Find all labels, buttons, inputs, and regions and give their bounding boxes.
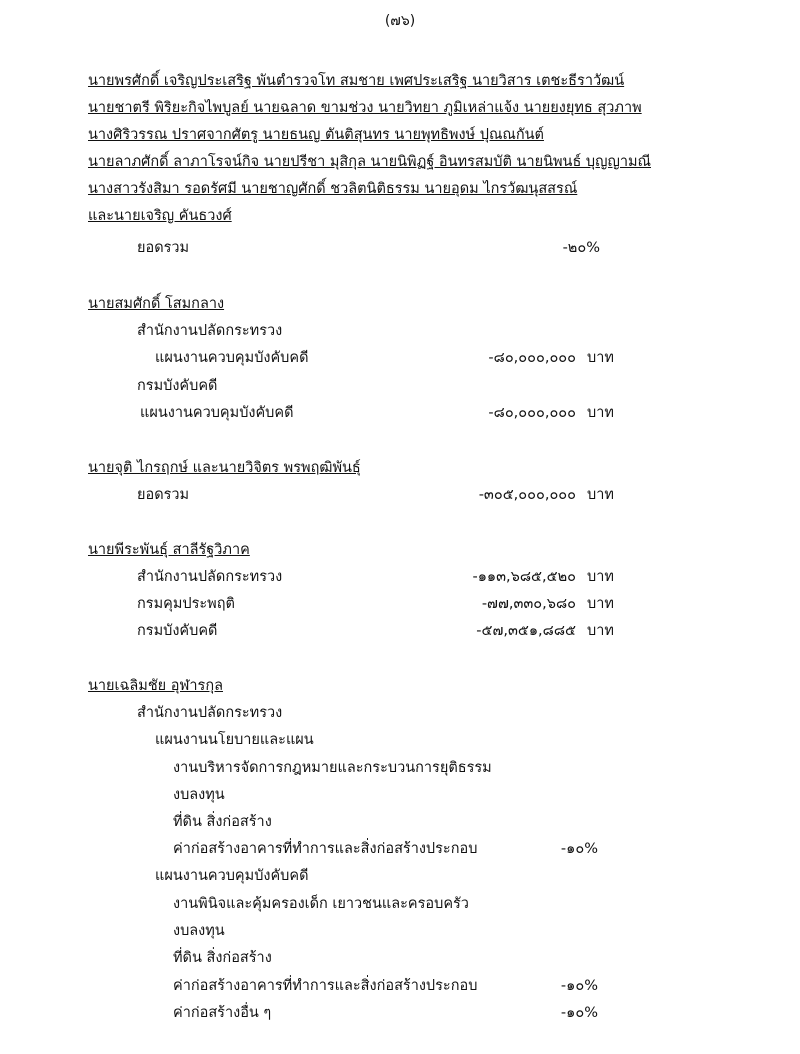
unit-label: บาท	[587, 405, 614, 421]
work-label: งานพินิจและคุ้มครองเด็ก เยาวชนและครอบครัว	[173, 896, 469, 912]
section-heading: นายพีระพันธุ์ สาลีรัฐวิภาค	[88, 542, 250, 558]
item-label: ค่าก่อสร้างอาคารที่ทำการและสิ่งก่อสร้างประกอบ	[173, 978, 478, 994]
amount-value: -๑๑๓,๖๘๕,๕๒๐	[472, 569, 576, 585]
names-block	[88, 68, 688, 230]
section-heading: นายจุติ ไกรฤกษ์ และนายวิจิตร พรพฤฒิพันธุ์	[88, 460, 361, 476]
unit-label: บาท	[587, 569, 614, 585]
unit-label: บาท	[587, 623, 614, 639]
amount-value: -๗๗,๓๓๐,๖๘๐	[481, 596, 576, 612]
section-heading: นายสมศักดิ์ โสมกลาง	[88, 296, 225, 312]
plan-label: แผนงานควบคุมบังคับคดี	[155, 350, 309, 366]
budget-label: งบลงทุน	[173, 923, 225, 939]
unit-label: บาท	[587, 487, 614, 503]
names-line: นายลาภศักดิ์ ลาภาโรจน์กิจ นายปรีชา มุสิกุล นายนิพิฏฐ์ อินทรสมบัติ นายนิพนธ์ บุญญามณี	[88, 154, 651, 170]
office-label: สำนักงานปลัดกระทรวง	[137, 323, 283, 339]
department-label: กรมคุมประพฤติ	[137, 596, 235, 612]
page-number: (๗๖)	[384, 13, 416, 29]
land-label: ที่ดิน สิ่งก่อสร้าง	[173, 814, 272, 830]
item-label: ค่าก่อสร้างอื่น ๆ	[173, 1005, 272, 1021]
department-label: กรมบังคับคดี	[137, 623, 218, 639]
office-label: สำนักงานปลัดกระทรวง	[137, 569, 283, 585]
budget-label: งบลงทุน	[173, 787, 225, 803]
amount-value: -๘๐,๐๐๐,๐๐๐	[488, 350, 576, 366]
plan-label: แผนงานควบคุมบังคับคดี	[155, 868, 309, 884]
unit-label: บาท	[587, 350, 614, 366]
names-line: นางสาวรังสิมา รอดรัศมี นายชาญศักดิ์ ชวลิตนิติธรรม นายอุดม ไกรวัฒนุสสรณ์	[88, 181, 578, 197]
total-value: -๓๐๕,๐๐๐,๐๐๐	[478, 487, 576, 503]
percent-value: -๑๐%	[560, 978, 598, 994]
percent-value: -๑๐%	[560, 841, 598, 857]
land-label: ที่ดิน สิ่งก่อสร้าง	[173, 950, 272, 966]
names-line: นายชาตรี พิริยะกิจไพบูลย์ นายฉลาด ขามช่วง นายวิทยา ภูมิเหล่าแจ้ง นายยงยุทธ สุวภาพ	[88, 100, 642, 116]
work-label: งานบริหารจัดการกฎหมายและกระบวนการยุติธรรม	[173, 760, 492, 776]
plan-label: แผนงานนโยบายและแผน	[155, 732, 314, 748]
item-label: ค่าก่อสร้างอาคารที่ทำการและสิ่งก่อสร้างประกอบ	[173, 841, 478, 857]
office-label: สำนักงานปลัดกระทรวง	[137, 705, 283, 721]
plan-label: แผนงานควบคุมบังคับคดี	[140, 405, 294, 421]
percent-value: -๑๐%	[560, 1005, 598, 1021]
total-label: ยอดรวม	[137, 240, 190, 256]
amount-value: -๕๗,๓๕๑,๘๘๕	[476, 623, 576, 639]
total-value: -๒๐%	[562, 240, 600, 256]
names-line: นางศิริวรรณ ปราศจากศัตรู นายธนญ ตันติสุนทร นายพุทธิพงษ์ ปุณณกันต์	[88, 127, 544, 143]
total-label: ยอดรวม	[137, 487, 190, 503]
names-line: และนายเจริญ คันธวงศ์	[88, 208, 232, 224]
section-heading: นายเฉลิมชัย อุฬารกุล	[88, 678, 223, 694]
unit-label: บาท	[587, 596, 614, 612]
amount-value: -๘๐,๐๐๐,๐๐๐	[488, 405, 576, 421]
names-line: นายพรศักดิ์ เจริญประเสริฐ พันตำรวจโท สมชาย เพศประเสริฐ นายวิสาร เตชะธีราวัฒน์	[88, 73, 625, 89]
department-label: กรมบังคับคดี	[137, 378, 218, 394]
